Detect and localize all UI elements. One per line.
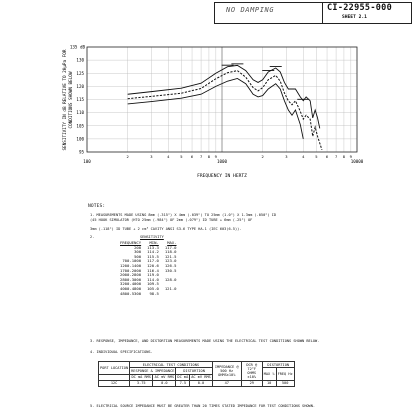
tolerance-cell: 130.5 <box>164 267 177 273</box>
tolerance-cell: 1200-1400 <box>120 262 142 268</box>
spec-cell-resp-ac: 0.0 <box>153 380 176 386</box>
x-tick-label-minor: 8 <box>342 154 346 159</box>
x-tick-label-major: 100 <box>83 159 91 164</box>
tolerance-cell <box>165 292 183 297</box>
x-tick-label-minor: 6 <box>190 154 194 159</box>
tolerance-cell: 200 <box>134 244 142 250</box>
sheet-number: SHEET 2.1 <box>342 14 367 20</box>
spec-header-distortion-group: DISTORTION <box>262 362 294 368</box>
x-tick-label-minor: 7 <box>199 154 203 159</box>
y-axis-label-group <box>62 49 74 150</box>
tolerance-cell: 123.0 <box>164 258 177 264</box>
spec-unit-dc-1: DC mA RMS <box>131 375 151 380</box>
x-tick-labels <box>83 154 364 164</box>
x-tick-label-minor: 3 <box>150 154 153 159</box>
y-tick-label: 110 <box>76 110 84 116</box>
note-5: 5. ELECTRICAL SOURCE IMPEDANCE MUST BE GREATER THAN 20 TIMES STATED IMPEDANCE FOR TEST CONDITIONS SHOWN. <box>90 404 316 408</box>
tolerance-cell: 2800-3000 <box>120 276 142 282</box>
tolerance-cell: 109.5 <box>147 281 159 287</box>
tolerance-cell: 117.0 <box>164 244 177 250</box>
note-1-line-3: 3mm (.118") ID TUBE + 2 cm³ CAVITY ANSI S3.6 TYPE HA-1 (IEC 603(6-5)). <box>90 227 242 231</box>
tolerance-cell: 300 <box>134 249 142 255</box>
y-tick-label: 125 <box>76 70 84 76</box>
tolerance-cell: 118.0 <box>164 249 177 255</box>
x-tick-label-minor: 4 <box>302 154 305 159</box>
sensitivity-title: SENSITIVITY <box>140 235 164 239</box>
tolerance-cell: 117.0 <box>147 258 159 264</box>
x-axis-label: FREQUENCY IN HERTZ <box>197 174 247 179</box>
spec-unit-ac-1: AC mV RMS <box>154 375 175 380</box>
spec-header-response: RESPONSE & IMPEDANCE <box>131 368 175 373</box>
series-line-upper <box>128 65 320 128</box>
series-line-lower <box>128 79 304 139</box>
spec-cell-freq: 500 <box>276 380 294 386</box>
spec-cell-port: 12C <box>99 380 130 386</box>
y-axis-label-line2: CONDITIONS SHOWN BELOW <box>69 71 74 129</box>
tolerance-cell: 113.3 <box>147 244 159 250</box>
x-tick-label-minor: 8 <box>207 154 211 159</box>
y-tick-label: 115 <box>76 97 84 102</box>
y-tick-label: 105 <box>76 123 84 129</box>
x-tick-label-minor: 2 <box>126 154 129 159</box>
tolerance-cell: 3200-4000 <box>120 281 142 287</box>
y-axis-label: SENSITIVITY IN dB RELATIVE TO 20μPa FOR <box>63 49 68 151</box>
note-3: 3. RESPONSE, IMPEDANCE, AND DISTORTION MEASUREMENTS MADE USING THE ELECTRICAL TEST CONDITIONS SHOWN BELOW. <box>90 339 320 343</box>
x-tick-label-minor: 5 <box>180 154 183 159</box>
damping-label: NO DAMPING <box>226 6 275 14</box>
x-tick-label-minor: 3 <box>285 154 288 159</box>
tolerance-cell: 126.5 <box>164 262 177 268</box>
x-tick-label-major: 10000 <box>350 159 364 164</box>
x-tick-label-minor: 5 <box>315 154 318 159</box>
x-tick-label-minor: 6 <box>325 154 329 159</box>
y-tick-label: 100 <box>76 136 84 142</box>
x-tick-label-minor: 9 <box>214 154 217 159</box>
note-1-line-1: 1. MEASUREMENTS MADE USING 8mm (.315") X 4mm (.039") TO 25mm (1.0") X 1.3mm (.050") ID <box>90 213 277 217</box>
tolerance-cell: 4000-4800 <box>120 285 142 291</box>
spec-header-freq: FREQ Hz <box>276 368 294 381</box>
tolerance-header-cell: MAX. <box>167 240 177 245</box>
doc-number: CI-22955-000 <box>327 3 393 13</box>
spec-header-dcr: DCR @ 72°F OHMS ±10% <box>241 362 262 381</box>
tolerance-cell: 120.6 <box>147 262 159 268</box>
note-2-number: 2. <box>90 235 95 239</box>
tolerance-cell: 500 <box>134 253 142 259</box>
spec-cell-dist-dc: 7.5 <box>176 380 190 386</box>
tolerance-cell: 121.0 <box>164 285 177 291</box>
sensitivity-tolerance-table <box>120 241 183 296</box>
spec-unit-ac-2: AC mV RMS <box>191 375 211 380</box>
tolerance-row <box>120 292 183 297</box>
x-tick-label-minor: 2 <box>261 154 264 159</box>
tolerance-cell: 119.0 <box>147 272 159 278</box>
frequency-response-chart <box>0 0 416 200</box>
x-tick-label-major: 1000 <box>216 159 228 164</box>
tolerance-header-cell: MIN. <box>149 240 159 245</box>
note-1-line-2: (45 HOOK SIMULATOR (HTO 25mm (.984") OF 2mm (.079") ID TUBE + 6mm (.25") OF <box>90 218 253 222</box>
x-tick-label-minor: 9 <box>349 154 352 159</box>
tolerance-cell: 128.0 <box>164 276 177 282</box>
tolerance-cell: 4800-5300 <box>120 290 142 296</box>
x-tick-label-minor: 7 <box>334 154 338 159</box>
spec-header-port: PORT LOCATION <box>99 362 130 375</box>
chart-series <box>128 64 322 150</box>
spec-header-max: MAX % <box>262 368 276 381</box>
spec-cell-max: 10 <box>262 380 276 386</box>
spec-header-electrical: ELECTRICAL TEST CONDITIONS <box>130 362 213 368</box>
individual-specifications-table <box>98 361 295 387</box>
note-4: 4. INDIVIDUAL SPECIFICATIONS. <box>90 350 153 354</box>
tolerance-cell: 116.4 <box>147 267 159 273</box>
spec-cell-dist-ac: 0.0 <box>190 380 212 386</box>
spec-cell-impedance: 47 <box>212 380 241 386</box>
spec-header-distortion: DISTORTION <box>176 368 212 374</box>
tolerance-cell: 115.5 <box>147 253 159 259</box>
tolerance-cell: 121.5 <box>164 253 177 259</box>
y-tick-label: 130 <box>76 57 84 63</box>
tolerance-cell: 1700-2000 <box>120 267 142 273</box>
tolerance-cell: 700-1000 <box>122 258 142 264</box>
y-tick-label-top: 135 dB <box>69 44 85 50</box>
chart-grid <box>87 47 357 152</box>
spec-unit-dc-2: DC mA <box>177 375 189 380</box>
tolerance-cell: 105.0 <box>147 285 159 291</box>
y-tick-label: 95 <box>78 149 84 155</box>
tolerance-header-cell: FREQUENCY <box>120 240 142 245</box>
x-tick-label-minor: 4 <box>167 154 170 159</box>
tolerance-cell: 114.0 <box>147 276 159 282</box>
spec-header-impedance: IMPEDANCE @ 500 Hz OHMS±10% <box>212 362 241 381</box>
y-tick-label: 120 <box>76 83 84 89</box>
tolerance-cell: 98.5 <box>149 290 159 296</box>
spec-cell-dcr: 29 <box>241 380 262 386</box>
tolerance-cell: 114.2 <box>147 249 159 255</box>
notes-heading: NOTES: <box>88 204 106 209</box>
spec-cell-resp-dc: 3.75 <box>130 380 153 386</box>
tolerance-cell: 2000-2800 <box>120 272 142 278</box>
